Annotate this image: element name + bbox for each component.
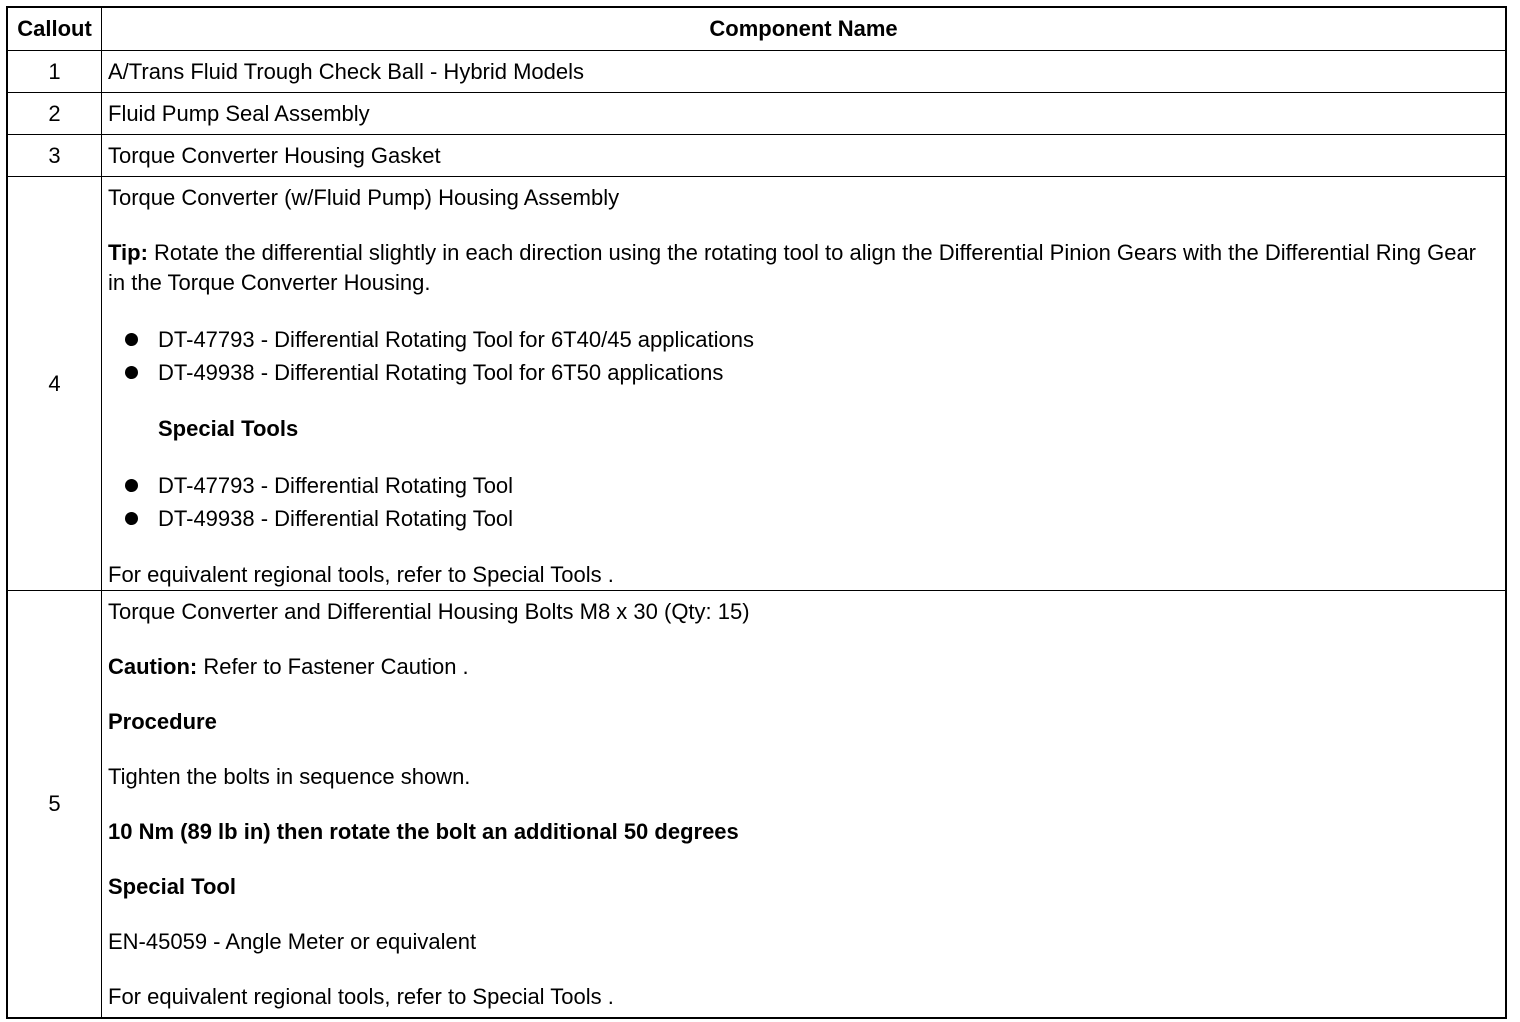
special-tool-heading: Special Tool — [108, 874, 236, 899]
list-item — [108, 323, 1499, 356]
procedure-text: Tighten the bolts in sequence shown. — [108, 764, 471, 789]
component-details — [102, 177, 1505, 590]
torque-specification: 10 Nm (89 lb in) then rotate the bolt an additional 50 degrees — [108, 819, 739, 844]
tip-label: Tip: — [108, 240, 148, 265]
component-name: Fluid Pump Seal Assembly — [108, 100, 370, 126]
component-name: Torque Converter Housing Gasket — [108, 142, 441, 168]
table-row — [8, 176, 1505, 590]
list-item-text: DT-47793 - Differential Rotating Tool — [158, 473, 514, 498]
table-row — [8, 92, 1505, 134]
caution-paragraph — [108, 652, 1499, 682]
component-details — [102, 591, 1505, 1017]
callout-number: 2 — [8, 93, 102, 134]
special-tools-list — [108, 469, 1499, 535]
callout-number: 1 — [8, 51, 102, 92]
special-tool-text: EN-45059 - Angle Meter or equivalent — [108, 929, 477, 954]
tip-text: Rotate the differential slightly in each direction using the rotating tool to align the Differential Pinion Gears with the Differential Ring Gear in the Torque Converter Housing. — [108, 240, 1477, 295]
callout-number: 4 — [8, 177, 102, 590]
list-item-text: DT-47793 - Differential Rotating Tool for 6T40/45 applications — [158, 327, 754, 352]
table-row — [8, 50, 1505, 92]
regional-tools-note: For equivalent regional tools, refer to Special Tools . — [108, 562, 614, 587]
list-item-text: DT-49938 - Differential Rotating Tool for 6T50 applications — [158, 360, 724, 385]
regional-tools-note: For equivalent regional tools, refer to Special Tools . — [108, 984, 614, 1009]
component-table — [6, 6, 1507, 1019]
procedure-heading: Procedure — [108, 709, 217, 734]
table-row — [8, 134, 1505, 176]
bullet-icon — [125, 479, 138, 492]
bullet-icon — [125, 366, 138, 379]
tool-application-list — [108, 323, 1499, 389]
bullet-icon — [125, 512, 138, 525]
component-name: Torque Converter and Differential Housing Bolts M8 x 30 (Qty: 15) — [108, 599, 750, 624]
list-item — [108, 502, 1499, 535]
caution-text: Refer to Fastener Caution . — [197, 654, 469, 679]
bullet-icon — [125, 333, 138, 346]
component-name: Torque Converter (w/Fluid Pump) Housing Assembly — [108, 185, 620, 210]
list-item-text: DT-49938 - Differential Rotating Tool — [158, 506, 514, 531]
callout-number: 3 — [8, 135, 102, 176]
tip-paragraph — [108, 238, 1499, 298]
list-item — [108, 469, 1499, 502]
caution-label: Caution: — [108, 654, 198, 679]
component-name: A/Trans Fluid Trough Check Ball - Hybrid Models — [108, 58, 585, 84]
list-item — [108, 356, 1499, 389]
table-header-row — [8, 8, 1505, 50]
callout-column-header: Callout — [8, 8, 102, 50]
callout-number: 5 — [8, 591, 102, 1017]
special-tools-heading: Special Tools — [158, 416, 299, 441]
table-row — [8, 590, 1505, 1017]
component-name-column-header: Component Name — [709, 16, 898, 41]
